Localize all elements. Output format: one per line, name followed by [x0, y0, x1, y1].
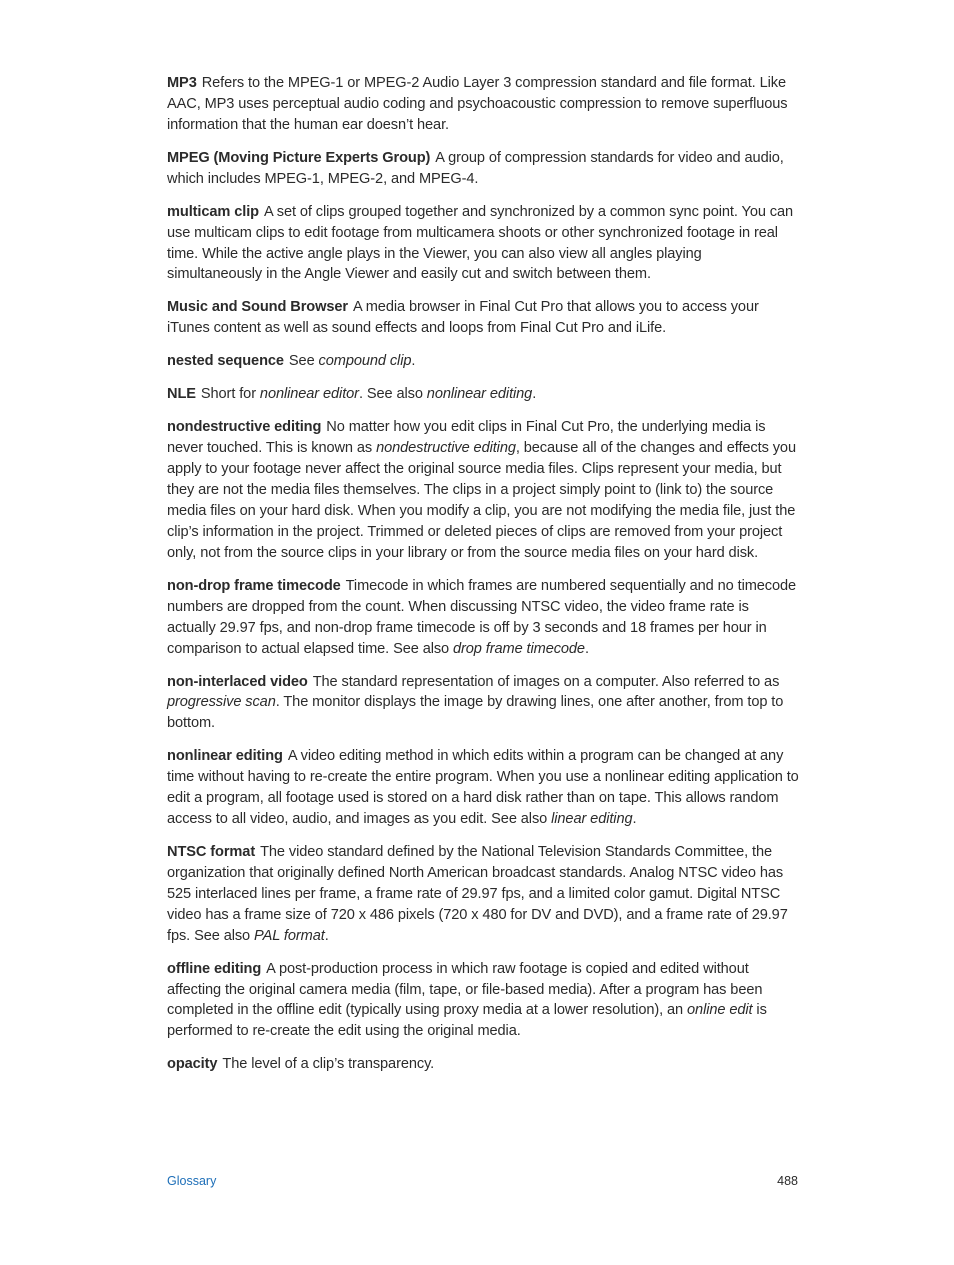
cross-reference: online edit	[687, 1002, 753, 1019]
definition-text: .	[632, 811, 637, 828]
definition-text: Refers to the MPEG-1 or MPEG-2 Audio Layer 3 compression standard and file format. Like AAC, MP3 uses perceptual audio coding and psychoacoustic compression to remove superfluous information that the human ear doesn’t hear.	[167, 75, 788, 133]
glossary-term: Music and Sound Browser	[167, 299, 348, 316]
definition-text: A video editing method in which edits within a program can be changed at any time without having to re-create the entire program. When you use a nonlinear editing application to edit a program, all footage used is stored on a hard disk rather than on tape. This allows random access to all video, audio, and images as you edit. See also	[167, 748, 799, 828]
glossary-entry	[167, 842, 799, 947]
definition-text: A set of clips grouped together and synchronized by a common sync point. You can use multicam clips to edit footage from multicamera shoots or other synchronized footage in real time. While the active angle plays in the Viewer, you can also view all angles playing simultaneously in the Angle Viewer and easily cut and switch between them.	[167, 203, 794, 283]
glossary-entry	[167, 297, 799, 339]
glossary-term: non-interlaced video	[167, 673, 308, 690]
glossary-entry	[167, 576, 799, 660]
glossary-entry	[167, 417, 799, 563]
glossary-term: offline editing	[167, 960, 262, 977]
cross-reference: nonlinear editor	[259, 386, 359, 403]
definition-text: See	[288, 353, 319, 370]
glossary-entry	[167, 73, 799, 136]
definition-text: , because all of the changes and effects you apply to your footage never affect the original source media files. Clips represent your media, but they are not the media files themselves. The clips in a project simply point to (link to) the source media files on your hard disk. When you modify a clip, you are not modifying the media file, just the clip’s information in the project. Trimmed or deleted pieces of clips are removed from your project only, not from the source clips in your library or from the source media files on your hard disk.	[167, 440, 796, 561]
glossary-entry	[167, 672, 799, 735]
glossary-term: NTSC format	[167, 844, 256, 861]
definition-text: The standard representation of images on a computer. Also referred to as	[312, 673, 780, 690]
cross-reference: progressive scan	[167, 694, 276, 711]
definition-text: .	[324, 927, 329, 944]
glossary-entry	[167, 746, 799, 830]
glossary-entry	[167, 202, 799, 286]
definition-text: Short for	[200, 386, 260, 403]
definition-text: .	[411, 353, 416, 370]
glossary-term: nested sequence	[167, 353, 284, 370]
glossary-entry	[167, 384, 799, 405]
glossary-page	[167, 73, 799, 1087]
definition-text: A post-production process in which raw footage is copied and edited without affecting the original camera media (film, tape, or file-based media). After a program has been completed in the offline edit (typically using proxy media at a lower resolution), an	[167, 960, 763, 1019]
glossary-term: nondestructive editing	[167, 419, 322, 436]
cross-reference: nondestructive editing	[376, 440, 516, 457]
glossary-term: MPEG (Moving Picture Experts Group)	[167, 149, 431, 166]
cross-reference: compound clip	[318, 353, 412, 370]
definition-text: . The monitor displays the image by drawing lines, one after another, from top to bottom.	[167, 694, 784, 732]
footer-page-number: 488	[777, 1174, 798, 1188]
glossary-term: NLE	[167, 386, 196, 403]
glossary-entry	[167, 351, 799, 372]
footer-section-link[interactable]: Glossary	[167, 1174, 217, 1188]
definition-text: A media browser in Final Cut Pro that allows you to access your iTunes content as well as sound effects and loops from Final Cut Pro and iLife.	[167, 299, 759, 337]
definition-text: The video standard defined by the National Television Standards Committee, the organization that originally defined North American broadcast standards. Analog NTSC video has 525 interlaced lines per frame, a frame rate of 29.97 fps, and a limited color gamut. Digital NTSC video has a frame size of 720 x 486 pixels (720 x 480 for DV and DVD), and a frame rate of 29.97 fps. See also	[167, 844, 788, 944]
glossary-term: opacity	[167, 1056, 218, 1073]
definition-text: No matter how you edit clips in Final Cut Pro, the underlying media is never touched. This is known as	[167, 419, 766, 457]
glossary-entry	[167, 959, 799, 1043]
definition-text: .	[584, 640, 589, 657]
glossary-entry	[167, 1054, 799, 1075]
glossary-entries	[167, 73, 799, 1075]
definition-text: A group of compression standards for video and audio, which includes MPEG-1, MPEG-2, and MPEG-4.	[167, 149, 784, 187]
definition-text: .	[532, 386, 537, 403]
cross-reference: nonlinear editing	[426, 386, 533, 403]
glossary-entry	[167, 148, 799, 190]
glossary-term: nonlinear editing	[167, 748, 283, 765]
definition-text: The level of a clip’s transparency.	[222, 1056, 435, 1073]
cross-reference: linear editing	[551, 811, 633, 828]
glossary-term: multicam clip	[167, 203, 259, 220]
definition-text: is performed to re-create the edit using the original media.	[167, 1002, 767, 1040]
glossary-term: non-drop frame timecode	[167, 577, 341, 594]
glossary-term: MP3	[167, 75, 197, 91]
cross-reference: drop frame timecode	[453, 640, 585, 657]
definition-text: Timecode in which frames are numbered sequentially and no timecode numbers are dropped from the count. When discussing NTSC video, the video frame rate is actually 29.97 fps, and non-drop frame timecode is off by 3 seconds and 18 frames per hour in comparison to actual elapsed time. See also	[167, 577, 797, 657]
cross-reference: PAL format	[254, 927, 325, 944]
definition-text: . See also	[358, 386, 427, 403]
